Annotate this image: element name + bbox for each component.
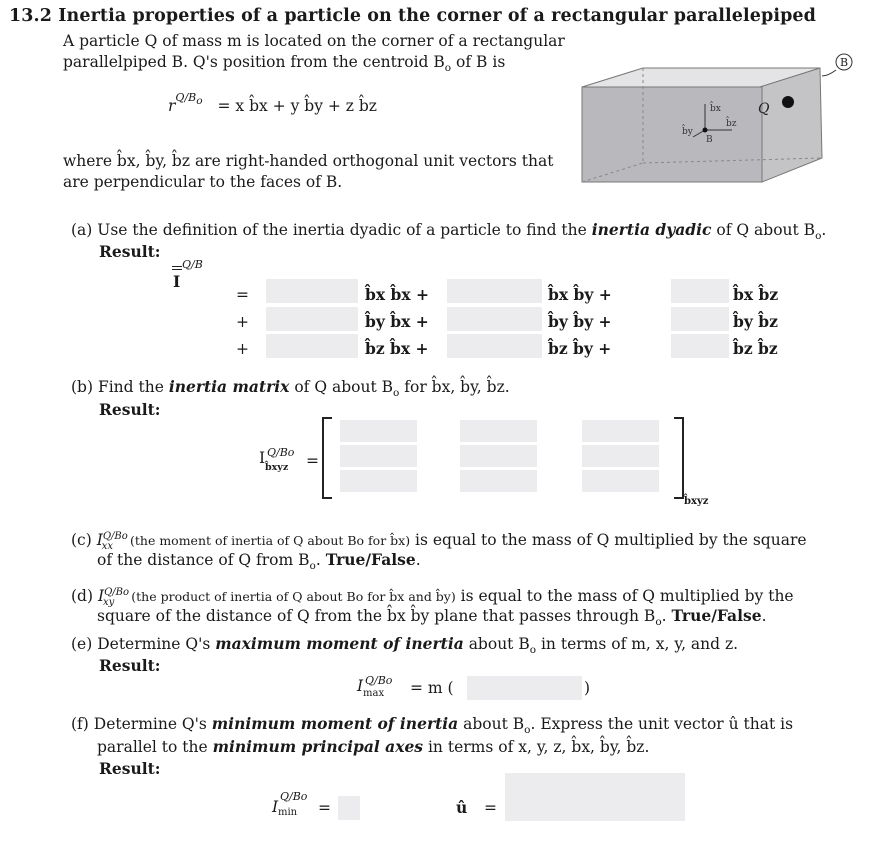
dyadic-term: b̂z b̂z [733,339,778,358]
dyadic-term: b̂x b̂x + [365,285,429,304]
part-d-question-line-2: square of the distance of Q from the b̂x b̂y plane that passes through $B_o$. True/False. [97,606,767,629]
matrix-blank-r3c1[interactable] [340,470,417,492]
centroid-label: B [706,135,713,145]
where-line-2: are perpendicular to the faces of B. [63,173,343,191]
max-inertia-rhs-close: ) [584,679,591,697]
matrix-blank-r1c3[interactable] [582,420,659,442]
min-inertia-symbol: I [272,798,279,816]
matrix-right-bracket [674,417,684,499]
front-face [582,87,762,182]
inertia-matrix-symbol: I [259,449,266,467]
min-inertia-sup: Q/Bo [280,790,308,803]
dyadic-row-op: + [236,340,249,358]
answer-blank-iyy[interactable] [447,307,542,331]
particle-label: Q [758,101,770,117]
dyadic-superscript: Q/B [182,258,203,271]
body-label: B [840,56,849,69]
part-c-question-line-1: (c) $I^{Q/Bo}_{xx}$ (the moment of inertia of Q about Bo for b̂x) is equal to the mass of Q multiplied by the square [71,531,807,553]
dyadic-term: b̂y b̂z [733,312,778,331]
inertia-matrix-sup: Q/Bo [267,446,295,459]
body-label-leader [822,70,836,76]
answer-blank-iyz[interactable] [671,307,729,331]
part-c-question-line-2: of the distance of Q from $B_o$. True/False. [97,550,421,573]
min-inertia-sub: min [278,807,298,818]
answer-blank-unit-vector[interactable] [505,773,685,821]
min-inertia-equals: = [318,799,331,817]
answer-blank-izz[interactable] [671,334,729,358]
centroid-dot [703,128,708,133]
part-a-question: (a) Use the definition of the inertia dyadic of a particle to find the inertia dyadic of Q about $B_o$. [71,220,827,243]
max-inertia-sub: max [363,688,385,699]
position-vector-symbol: r [168,97,176,116]
axis-label-z: b̂z [726,119,737,129]
part-a-result-label: Result: [99,242,161,261]
inertia-matrix-sub: b̂xyz [265,462,289,473]
part-b-result-label: Result: [99,400,161,419]
part-e-question: (e) Determine Q's maximum moment of inertia about $B_o$ in terms of m, x, y, and z. [71,634,739,657]
particle-q-dot [782,96,794,108]
answer-blank-iyx[interactable] [266,307,358,331]
matrix-blank-r3c3[interactable] [582,470,659,492]
true-false-toggle[interactable]: True/False [325,550,416,569]
inertia-matrix-equals: = [306,452,319,470]
problem-title [9,6,816,26]
true-false-toggle[interactable]: True/False [671,606,762,625]
axis-label-y: b̂y [682,127,693,137]
right-face [760,68,822,182]
dyadic-double-bar [172,266,182,270]
dyadic-row-op: = [236,286,249,304]
dyadic-row-op: + [236,313,249,331]
where-line-1: where b̂x, b̂y, b̂z are right-handed orthogonal unit vectors that [63,152,554,170]
dyadic-symbol: I [173,272,181,291]
unit-vector-equals: = [484,799,497,817]
intro-line-2: parallelpiped B. Q's position from the centroid $B_o$ of B is [63,53,506,75]
matrix-blank-r2c3[interactable] [582,445,659,467]
part-f-question-line-1: (f) Determine Q's minimum moment of inertia about $B_o$. Express the unit vector û that is [71,714,794,737]
max-inertia-sup: Q/Bo [365,674,393,687]
max-inertia-rhs-open: = m ( [410,679,454,697]
max-inertia-symbol: I [357,677,364,695]
answer-blank-ixx[interactable] [266,279,358,303]
problem-title-text: Inertia properties of a particle on the corner of a rectangular parallelepiped [58,6,816,26]
answer-blank-imax[interactable] [467,676,582,700]
parallelepiped-figure [560,40,860,200]
dyadic-term: b̂z b̂x + [365,339,429,358]
position-equation: $r^{Q/B_o} = x$ b̂x + y b̂y + z b̂z [168,91,377,116]
part-f-question-line-2: parallel to the minimum principal axes in terms of x, y, z, b̂x, b̂y, b̂z. [97,737,650,756]
dyadic-term: b̂x b̂z [733,285,779,304]
problem-number: 13.2 [9,6,53,26]
matrix-basis-label: b̂xyz [684,496,709,507]
answer-blank-izy[interactable] [447,334,542,358]
intro-line-1: A particle Q of mass m is located on the corner of a rectangular [63,32,565,50]
matrix-blank-r2c2[interactable] [460,445,537,467]
position-rhs: = x b̂x + y b̂y + z b̂z [217,97,377,116]
answer-blank-ixy[interactable] [447,279,542,303]
dyadic-term: b̂z b̂y + [548,339,612,358]
answer-blank-imin[interactable] [338,796,360,820]
unit-vector-symbol: û [456,798,468,817]
matrix-blank-r1c1[interactable] [340,420,417,442]
part-d-question-line-1: (d) $I^{Q/Bo}_{xy}$ (the product of inertia of Q about Bo for b̂x and b̂y) is equal to the mass of Q multiplied by the [71,587,794,609]
axis-label-x: b̂x [710,104,721,114]
dyadic-term: b̂y b̂y + [548,312,612,331]
answer-blank-izx[interactable] [266,334,358,358]
matrix-blank-r1c2[interactable] [460,420,537,442]
matrix-blank-r2c1[interactable] [340,445,417,467]
part-b-question: (b) Find the inertia matrix of Q about $B_o$ for b̂x, b̂y, b̂z. [71,377,510,400]
dyadic-term: b̂y b̂x + [365,312,429,331]
part-e-result-label: Result: [99,656,161,675]
parallelepiped-svg [560,40,860,200]
matrix-left-bracket [322,417,332,499]
matrix-blank-r3c2[interactable] [460,470,537,492]
dyadic-term: b̂x b̂y + [548,285,612,304]
part-f-result-label: Result: [99,759,161,778]
answer-blank-ixz[interactable] [671,279,729,303]
